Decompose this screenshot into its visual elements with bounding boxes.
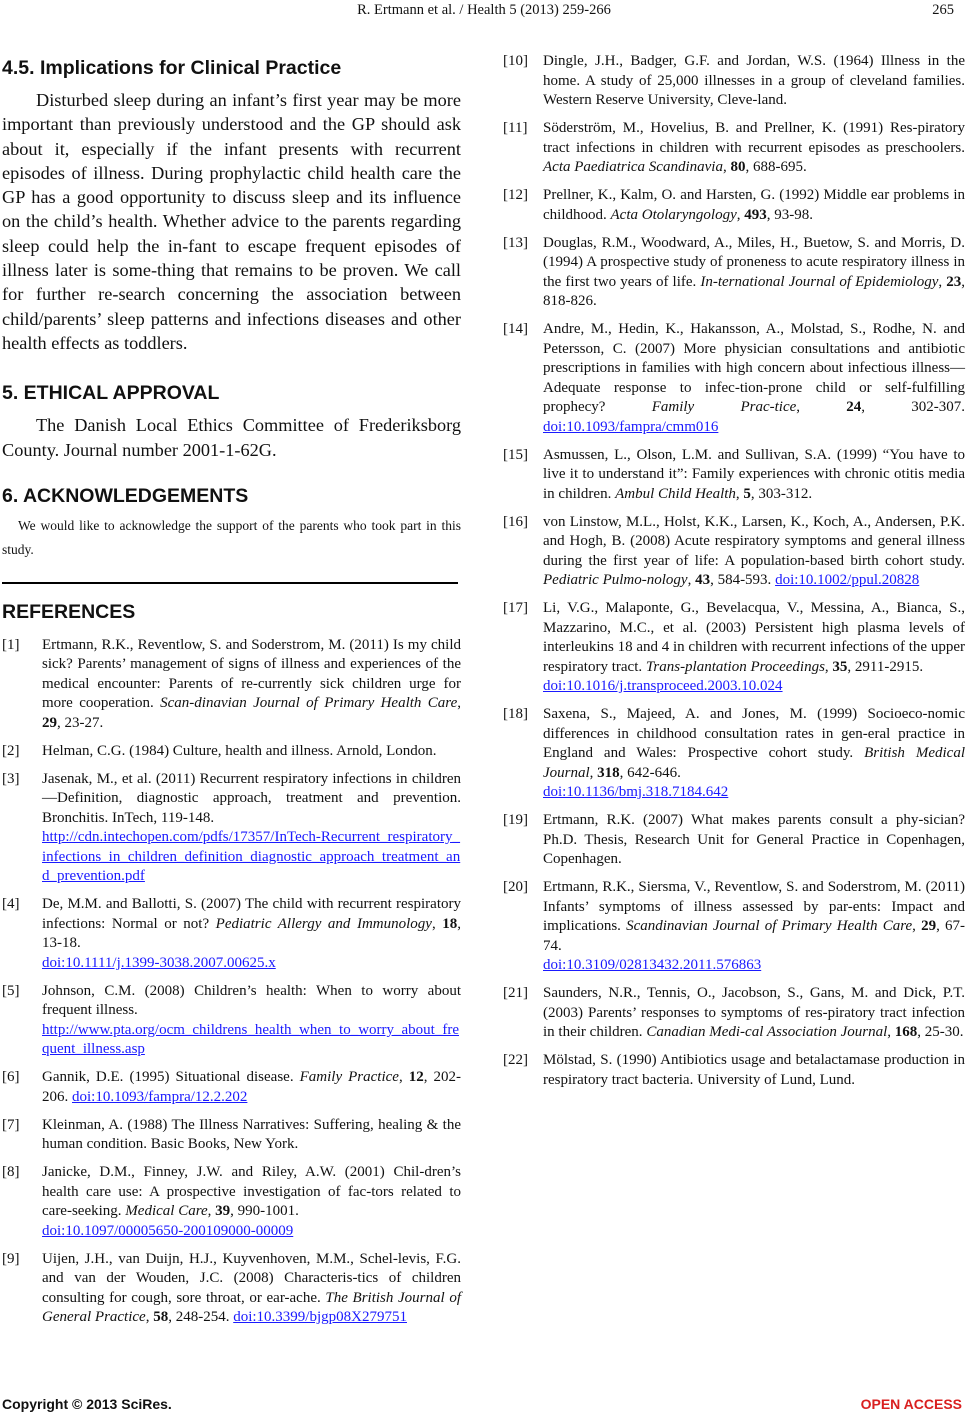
reference-number: [6] (2, 1069, 20, 1086)
reference-fragment: Ertmann, R.K. (2007) What makes parents consult a phy-sician? Ph.D. Thesis, Research Unit for General Practice in Copenhagen, Copenhagen. (543, 812, 965, 867)
section-heading: 5. ETHICAL APPROVAL (2, 382, 220, 405)
reference-text (543, 186, 965, 225)
reference-text (543, 705, 965, 803)
right-column (503, 52, 965, 1099)
reference-fragment: , (824, 658, 833, 675)
section-heading: 6. ACKNOWLEDGEMENTS (2, 484, 249, 507)
reference-text (543, 446, 965, 505)
section-body: Disturbed sleep during an infant’s first year may be more important than previously understood and the GP should ask about it, especially if the infant presents with recurrent episodes of illness. During prophylactic child health care the GP has a good opportunity to discuss sleep and its influence on the child’s health. Whether advice to the parents regarding sleep could help the in-fant to escape frequent episodes of illness later is some-thing that remains to be proven. We call for further re-search concerning the association between child/parents’ sleep patterns and infections diseases and other health effects as toddlers. (2, 90, 461, 353)
volume-number: 39 (215, 1203, 231, 1220)
doi-link[interactable]: doi:10.3109/02813432.2011.576863 (543, 957, 762, 973)
reference-text (42, 1116, 461, 1155)
reference-fragment: , (887, 1024, 895, 1040)
reference-fragment: Uijen, J.H., van Duijn, H.J., Kuyvenhoven, M.M., Schel-levis, F.G. and van der Wouden, J.C. (2008) Characteris-tics of children consulting for cough, sore throat, or ear-ache. (42, 1250, 461, 1306)
reference-number: [9] (2, 1250, 20, 1267)
reference-fragment: , 642-646. (619, 764, 681, 781)
reference-fragment: , (145, 1309, 154, 1326)
reference-item (2, 636, 461, 734)
volume-number: 318 (597, 764, 620, 781)
reference-fragment: , 202-206. (42, 1069, 461, 1105)
doi-link[interactable]: doi:10.1002/ppul.20828 (775, 572, 920, 588)
reference-number: [4] (2, 896, 20, 913)
reference-item (503, 52, 965, 111)
reference-fragment: , 688-695. (745, 159, 807, 175)
reference-fragment: , (796, 399, 847, 415)
volume-number: 168 (894, 1024, 918, 1040)
journal-title: Trans-plantation Proceedings (645, 658, 825, 675)
reference-item (2, 742, 461, 762)
reference-text (543, 1051, 965, 1090)
reference-item (503, 984, 965, 1043)
section-acknowledgements (2, 482, 461, 562)
reference-fragment: Ertmann, R.K., Siersma, V., Reventlow, S. and Soderstrom, M. (2011) Infants’ symptoms of illness assessed by par-ents: Impact and implications. (543, 879, 965, 934)
reference-fragment: Prellner, K., Kalm, O. and Harsten, G. (1992) Middle ear problems in childhood. (543, 187, 965, 223)
doi-link[interactable]: doi:10.1093/fampra/cmm016 (543, 418, 719, 435)
reference-number: [16] (503, 513, 528, 530)
reference-fragment: , 23-27. (57, 714, 104, 731)
journal-title: Pediatric Allergy and Immunology (215, 915, 432, 932)
reference-fragment: Saunders, N.R., Tennis, O., Jacobson, S., Gans, M. and Dick, P.T. (2003) Parents’ responses to symptoms of res-piratory tract infection in their children. (543, 985, 965, 1040)
reference-text (42, 1250, 461, 1328)
reference-text (42, 895, 461, 973)
reference-fragment: Söderström, M., Hovelius, B. and Prellner, K. (1991) Res-piratory tract infections in children with recurrent episodes as preschoolers. (543, 120, 965, 156)
reference-fragment: , (722, 159, 731, 175)
reference-number: [5] (2, 982, 20, 999)
reference-item (503, 599, 965, 697)
reference-text (42, 1163, 461, 1241)
reference-item (503, 811, 965, 870)
journal-title: Ambul Child Health (615, 485, 736, 502)
open-access-label: OPEN ACCESS (860, 1396, 962, 1412)
reference-number: [3] (2, 770, 20, 787)
reference-number: [15] (503, 446, 528, 463)
reference-number: [13] (503, 234, 528, 251)
reference-fragment: , 2911-2915. (847, 658, 924, 675)
volume-number: 24 (846, 399, 862, 415)
reference-fragment: Asmussen, L., Olson, L.M. and Sullivan, S.A. (1999) “You have to live it to understand it”: Family experiences with chronic otitis media in children. (543, 446, 965, 502)
reference-number: [7] (2, 1116, 20, 1133)
doi-link[interactable]: doi:10.1097/00005650-200109000-00009 (42, 1222, 294, 1239)
reference-fragment: Gannik, D.E. (1995) Situational disease. (42, 1069, 300, 1086)
reference-text (543, 234, 965, 312)
section-body: The Danish Local Ethics Committee of Frederiksborg County. Journal number 2001-1-62G. (2, 415, 461, 460)
journal-title: Scandinavian Journal of Primary Health Care (626, 918, 913, 934)
doi-link[interactable]: doi:10.1136/bmj.318.7184.642 (543, 784, 729, 800)
reference-fragment: , (457, 695, 461, 712)
reference-fragment: , 13-18. (42, 915, 461, 952)
reference-fragment: , (431, 915, 443, 932)
reference-fragment: , 303-312. (750, 485, 813, 502)
volume-number: 18 (442, 915, 458, 932)
reference-fragment: von Linstow, M.L., Holst, K.K., Larsen, K., Koch, A., Andersen, P.K. and Hogh, B. (2008) Acute respiratory symptoms and general illness during the first year of life: A population-based birth cohort study. (543, 513, 965, 569)
reference-text (543, 984, 965, 1043)
reference-item (503, 878, 965, 976)
journal-title: Acta Paediatrica Scandinavia (543, 159, 723, 175)
reference-fragment: Kleinman, A. (1988) The Illness Narratives: Suffering, healing & the human condition. Basic Books, New York. (42, 1116, 461, 1153)
doi-link[interactable]: doi:10.1016/j.transproceed.2003.10.024 (543, 678, 783, 694)
reference-item (2, 770, 461, 887)
reference-item (503, 119, 965, 178)
reference-number: [20] (503, 879, 528, 895)
reference-fragment: Saxena, S., Majeed, A. and Jones, M. (1999) Socioeco-nomic differences in childhood consultation rates in gen-eral practice in England and Wales: Prospective cohort study. (543, 706, 965, 761)
reference-text (543, 599, 965, 697)
journal-title: Scan-dinavian Journal of Primary Health Care (160, 695, 458, 712)
reference-fragment: , (589, 764, 598, 781)
reference-number: [19] (503, 812, 528, 828)
reference-fragment: , 584-593. (710, 572, 776, 588)
reference-text (543, 320, 965, 437)
reference-fragment: Mölstad, S. (1990) Antibiotics usage and betalactamase production in respiratory tract bacteria. University of Lund, Lund. (543, 1052, 965, 1088)
doi-link[interactable]: doi:10.1093/fampra/12.2.202 (72, 1088, 248, 1105)
reference-number: [14] (503, 321, 528, 337)
reference-text (543, 878, 965, 976)
reference-fragment: , 818-826. (543, 273, 965, 309)
reference-fragment: , (736, 206, 745, 223)
references-heading: REFERENCES (2, 600, 136, 623)
reference-fragment: Li, V.G., Malaponte, G., Bevelacqua, V., Messina, A., Bianca, S., Mazzarino, M.C., et al. (2003) Persistent high plasma levels of interleukins 18 and 4 in children with recurrent infections of the upper respiratory tract. (543, 600, 965, 675)
journal-title: In-ternational Journal of Epidemiology (700, 273, 939, 290)
journal-title: Acta Otolaryngology (610, 206, 737, 223)
volume-number: 58 (153, 1309, 169, 1326)
reference-item (503, 446, 965, 505)
reference-number: [17] (503, 600, 528, 616)
reference-fragment: , (207, 1203, 216, 1220)
volume-number: 23 (946, 273, 962, 290)
reference-item (2, 1116, 461, 1155)
reference-number: [21] (503, 985, 528, 1001)
section-divider (2, 582, 458, 584)
reference-item (2, 895, 461, 973)
url-link[interactable]: http://www.pta.org/ocm_childrens_health_when_to_worry_about_frequent_illness.asp (42, 1021, 459, 1058)
reference-item (503, 234, 965, 312)
reference-text (543, 119, 965, 178)
reference-number: [22] (503, 1052, 528, 1068)
reference-fragment: , (735, 485, 744, 502)
volume-number: 43 (695, 572, 711, 588)
reference-fragment: , (687, 572, 696, 588)
reference-number: [12] (503, 187, 528, 203)
url-link[interactable]: http://cdn.intechopen.com/pdfs/17357/InTech-Recurrent_respiratory_infections_in_children_definition_diagnostic_approach_treatment_and_prevention.pdf (42, 829, 461, 885)
reference-fragment: , 25-30. (917, 1024, 964, 1040)
journal-title: Medical Care (125, 1203, 208, 1220)
section-clinical-practice (2, 54, 461, 355)
reference-text (42, 770, 461, 887)
reference-fragment: , (938, 273, 947, 290)
reference-number: [11] (503, 120, 528, 136)
reference-item (503, 186, 965, 225)
volume-number: 35 (832, 658, 848, 675)
reference-text (42, 742, 461, 762)
reference-fragment: Jasenak, M., et al. (2011) Recurrent respiratory infections in children—Definition, diagnostic approach, treatment and prevention. Bronchitis. InTech, 119-148. (42, 770, 461, 826)
reference-text (543, 52, 965, 111)
reference-list-right (503, 52, 965, 1090)
journal-title: British Medical Journal (543, 745, 965, 781)
volume-number: 493 (744, 206, 767, 223)
reference-fragment: Helman, C.G. (1984) Culture, health and illness. Arnold, London. (42, 742, 437, 759)
copyright-notice: Copyright © 2013 SciRes. (2, 1396, 172, 1412)
reference-text (42, 636, 461, 734)
reference-fragment: , 302-307. (861, 399, 966, 415)
reference-fragment: Janicke, D.M., Finney, J.W. and Riley, A.W. (2001) Chil-dren’s health care use: A prospective investigation of fac-tors related to care-seeking. (42, 1164, 461, 1220)
reference-item (503, 705, 965, 803)
reference-item (2, 1163, 461, 1241)
reference-fragment: Johnson, C.M. (2008) Children’s health: When to worry about frequent illness. (42, 982, 461, 1019)
reference-fragment: , 67-74. (543, 918, 965, 954)
page-number: 265 (932, 2, 954, 18)
reference-fragment: , (398, 1069, 409, 1086)
reference-fragment: , 248-254. (168, 1309, 234, 1326)
doi-link[interactable]: doi:10.3399/bjgp08X279751 (233, 1309, 407, 1326)
reference-number: [1] (2, 636, 20, 653)
reference-number: [10] (503, 53, 528, 69)
reference-fragment: Ertmann, R.K., Reventlow, S. and Soderstrom, M. (2011) Is my child sick? Parents’ management of signs of illness and experiences of the medical encounter: Parents of re-currently sick children urge for more cooperation. (42, 636, 461, 712)
volume-number: 29 (42, 714, 57, 731)
reference-number: [8] (2, 1164, 20, 1181)
reference-text (42, 982, 461, 1060)
left-column (2, 54, 461, 1336)
reference-number: [18] (503, 706, 528, 722)
reference-fragment: , (912, 918, 922, 934)
volume-number: 5 (743, 485, 751, 502)
journal-title: The British Journal of General Practice (42, 1289, 462, 1326)
doi-link[interactable]: doi:10.1111/j.1399-3038.2007.00625.x (42, 954, 276, 971)
reference-item (503, 320, 965, 437)
reference-fragment: De, M.M. and Ballotti, S. (2007) The child with recurrent respiratory infections: Normal or not? (42, 896, 461, 932)
volume-number: 29 (921, 918, 937, 934)
reference-text (543, 811, 965, 870)
reference-fragment: , 93-98. (766, 206, 813, 223)
reference-item (503, 1051, 965, 1090)
reference-item (503, 513, 965, 591)
volume-number: 80 (730, 159, 746, 175)
section-ethical-approval (2, 379, 461, 462)
reference-fragment: , 990-1001. (230, 1203, 299, 1220)
journal-title: Family Practice (299, 1069, 399, 1086)
section-body: We would like to acknowledge the support of the parents who took part in this study. (2, 517, 461, 557)
running-head: R. Ertmann et al. / Health 5 (2013) 259-266 (357, 2, 611, 18)
reference-list-left (2, 636, 461, 1328)
reference-fragment: Douglas, R.M., Woodward, A., Miles, H., Buetow, S. and Morris, D. (1994) A prospective study of proneness to acute respiratory illness in the first two years of life. (543, 234, 965, 290)
reference-fragment: Dingle, J.H., Badger, G.F. and Jordan, W.S. (1964) Illness in the home. A study of 25,000 illnesses in a group of cleveland families. Western Reserve University, Cleve-land. (543, 53, 965, 108)
journal-title: Canadian Medi-cal Association Journal (646, 1024, 888, 1040)
reference-text (42, 1068, 461, 1107)
reference-item (2, 1250, 461, 1328)
section-heading: 4.5. Implications for Clinical Practice (2, 57, 342, 79)
reference-number: [2] (2, 742, 20, 759)
journal-title: Family Prac-tice (651, 399, 797, 415)
reference-item (2, 1068, 461, 1107)
reference-fragment: Andre, M., Hedin, K., Hakansson, A., Molstad, S., Rodhe, N. and Petersson, C. (2007) More physician consultations and antibiotic prescriptions in families with high concern about infectious illness—Adequate response to infec-tion-prone child or self-fulfilling prophecy? (543, 321, 965, 415)
reference-item (2, 982, 461, 1060)
reference-text (543, 513, 965, 591)
volume-number: 12 (408, 1069, 424, 1086)
journal-title: Pediatric Pulmo-nology (543, 572, 688, 588)
